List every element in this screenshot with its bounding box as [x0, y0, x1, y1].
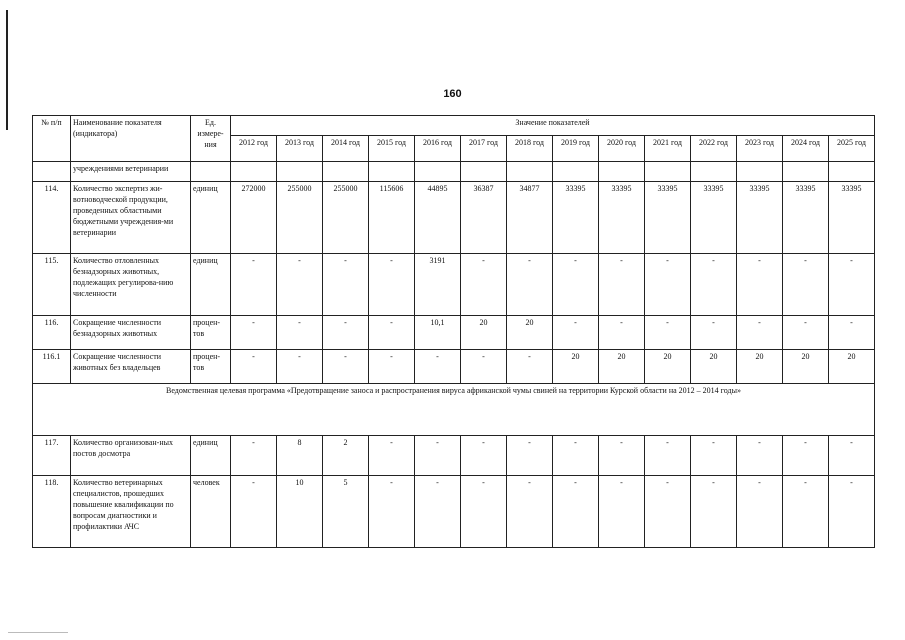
row-value — [231, 162, 277, 182]
header-name: Наименование показателя (индикатора) — [71, 116, 191, 162]
row-value: - — [277, 350, 323, 384]
row-value: 255000 — [323, 182, 369, 254]
row-value — [553, 162, 599, 182]
header-values: Значение показателей — [231, 116, 875, 136]
row-value: - — [737, 316, 783, 350]
row-value — [829, 162, 875, 182]
row-number — [33, 162, 71, 182]
row-value: 33395 — [783, 182, 829, 254]
header-year: 2022 год — [691, 136, 737, 162]
page-number: 160 — [443, 88, 462, 100]
row-value: - — [553, 436, 599, 476]
row-value: - — [323, 316, 369, 350]
table-row — [33, 350, 875, 384]
row-value: - — [599, 476, 645, 548]
row-number: 118. — [33, 476, 71, 548]
row-value — [645, 162, 691, 182]
row-number: 115. — [33, 254, 71, 316]
header-year: 2023 год — [737, 136, 783, 162]
row-value — [415, 162, 461, 182]
row-value: - — [737, 436, 783, 476]
row-value — [461, 162, 507, 182]
row-name: Количество организован-ных постов досмотра — [71, 436, 191, 476]
row-number: 117. — [33, 436, 71, 476]
row-value: 20 — [553, 350, 599, 384]
row-value: 20 — [645, 350, 691, 384]
row-value: 20 — [507, 316, 553, 350]
row-value: - — [599, 254, 645, 316]
row-value: 255000 — [277, 182, 323, 254]
row-value: 20 — [461, 316, 507, 350]
row-value: - — [829, 436, 875, 476]
header-year: 2018 год — [507, 136, 553, 162]
header-year: 2015 год — [369, 136, 415, 162]
row-unit: единиц — [191, 254, 231, 316]
table-row — [33, 254, 875, 316]
row-value: 10 — [277, 476, 323, 548]
row-value: - — [645, 316, 691, 350]
indicators-table — [32, 115, 875, 548]
row-value: - — [415, 350, 461, 384]
row-name: учреждениями ветеринарии — [71, 162, 191, 182]
row-unit: человек — [191, 476, 231, 548]
row-value: - — [553, 316, 599, 350]
section-row — [33, 384, 875, 436]
row-value: 8 — [277, 436, 323, 476]
row-value: - — [415, 476, 461, 548]
row-value: - — [737, 254, 783, 316]
header-year: 2020 год — [599, 136, 645, 162]
row-value: - — [783, 316, 829, 350]
row-value: 44895 — [415, 182, 461, 254]
row-value — [323, 162, 369, 182]
row-value: - — [829, 476, 875, 548]
row-value: - — [369, 254, 415, 316]
header-num: № п/п — [33, 116, 71, 162]
row-value: 33395 — [829, 182, 875, 254]
row-value: - — [461, 476, 507, 548]
row-unit: процен-тов — [191, 350, 231, 384]
row-value: - — [369, 350, 415, 384]
header-year: 2024 год — [783, 136, 829, 162]
header-year: 2019 год — [553, 136, 599, 162]
bottom-scan-mark — [8, 632, 68, 633]
row-value: 20 — [737, 350, 783, 384]
row-value: - — [231, 316, 277, 350]
row-unit: процен-тов — [191, 316, 231, 350]
row-value: - — [553, 476, 599, 548]
row-value: - — [277, 254, 323, 316]
row-value: - — [507, 476, 553, 548]
row-value: - — [599, 316, 645, 350]
row-value: - — [691, 476, 737, 548]
row-value: - — [691, 436, 737, 476]
row-value: 33395 — [645, 182, 691, 254]
row-value: - — [231, 436, 277, 476]
row-number: 114. — [33, 182, 71, 254]
row-value: - — [369, 476, 415, 548]
row-value — [783, 162, 829, 182]
row-value: - — [783, 436, 829, 476]
row-value: - — [323, 350, 369, 384]
header-year: 2014 год — [323, 136, 369, 162]
row-value: 33395 — [553, 182, 599, 254]
row-value: - — [599, 436, 645, 476]
row-value: - — [231, 350, 277, 384]
header-year: 2012 год — [231, 136, 277, 162]
row-value: - — [231, 254, 277, 316]
table-row — [33, 476, 875, 548]
row-value: 34877 — [507, 182, 553, 254]
row-value: 20 — [829, 350, 875, 384]
row-value — [507, 162, 553, 182]
row-value: 33395 — [737, 182, 783, 254]
row-value: - — [691, 254, 737, 316]
row-unit: единиц — [191, 436, 231, 476]
row-value: - — [783, 254, 829, 316]
row-number: 116. — [33, 316, 71, 350]
row-value: - — [737, 476, 783, 548]
row-value: 33395 — [599, 182, 645, 254]
row-name: Количество экспертиз жи-вотноводческой продукции, проведенных областными бюджетными учреждения-ми ветеринарии — [71, 182, 191, 254]
row-name: Сокращение численности животных без владельцев — [71, 350, 191, 384]
row-value — [599, 162, 645, 182]
header-year: 2025 год — [829, 136, 875, 162]
row-value: 10,1 — [415, 316, 461, 350]
row-value: - — [691, 316, 737, 350]
row-value: - — [507, 254, 553, 316]
row-value: 20 — [783, 350, 829, 384]
row-value: - — [369, 436, 415, 476]
row-value: - — [461, 436, 507, 476]
row-name: Сокращение численности безнадзорных животных — [71, 316, 191, 350]
table-row — [33, 162, 875, 182]
row-value: 20 — [691, 350, 737, 384]
row-value: 36387 — [461, 182, 507, 254]
row-value: - — [645, 436, 691, 476]
table-row — [33, 182, 875, 254]
row-value: - — [323, 254, 369, 316]
row-value — [691, 162, 737, 182]
row-unit: единиц — [191, 182, 231, 254]
row-value: - — [783, 476, 829, 548]
row-value: 2 — [323, 436, 369, 476]
row-value: 20 — [599, 350, 645, 384]
table-row — [33, 436, 875, 476]
row-value: - — [461, 254, 507, 316]
row-value — [737, 162, 783, 182]
row-value: - — [507, 350, 553, 384]
row-value: - — [829, 316, 875, 350]
row-value: - — [231, 476, 277, 548]
section-title: Ведомственная целевая программа «Предотвращение заноса и распространения вируса африканской чумы свиней на территории Курской области на 2012 – 2014 годы» — [33, 384, 875, 436]
row-value: - — [369, 316, 415, 350]
table-row — [33, 316, 875, 350]
row-name: Количество ветеринарных специалистов, прошедших повышение квалификации по вопросам диагностики и профилактики АЧС — [71, 476, 191, 548]
row-value: 33395 — [691, 182, 737, 254]
row-name: Количество отловленных безнадзорных животных, подлежащих регулирова-нию численности — [71, 254, 191, 316]
header-year: 2017 год — [461, 136, 507, 162]
row-value: - — [829, 254, 875, 316]
header-year: 2021 год — [645, 136, 691, 162]
row-unit — [191, 162, 231, 182]
row-value: - — [277, 316, 323, 350]
header-year: 2016 год — [415, 136, 461, 162]
row-value — [277, 162, 323, 182]
row-value — [369, 162, 415, 182]
row-value: 3191 — [415, 254, 461, 316]
row-value: - — [461, 350, 507, 384]
row-value: - — [553, 254, 599, 316]
row-value: - — [415, 436, 461, 476]
row-value: - — [645, 476, 691, 548]
left-margin-rule — [6, 10, 8, 130]
row-value: - — [507, 436, 553, 476]
row-value: - — [645, 254, 691, 316]
row-value: 5 — [323, 476, 369, 548]
header-unit: Ед. измере-ния — [191, 116, 231, 162]
header-year: 2013 год — [277, 136, 323, 162]
row-value: 272000 — [231, 182, 277, 254]
row-value: 115606 — [369, 182, 415, 254]
row-number: 116.1 — [33, 350, 71, 384]
